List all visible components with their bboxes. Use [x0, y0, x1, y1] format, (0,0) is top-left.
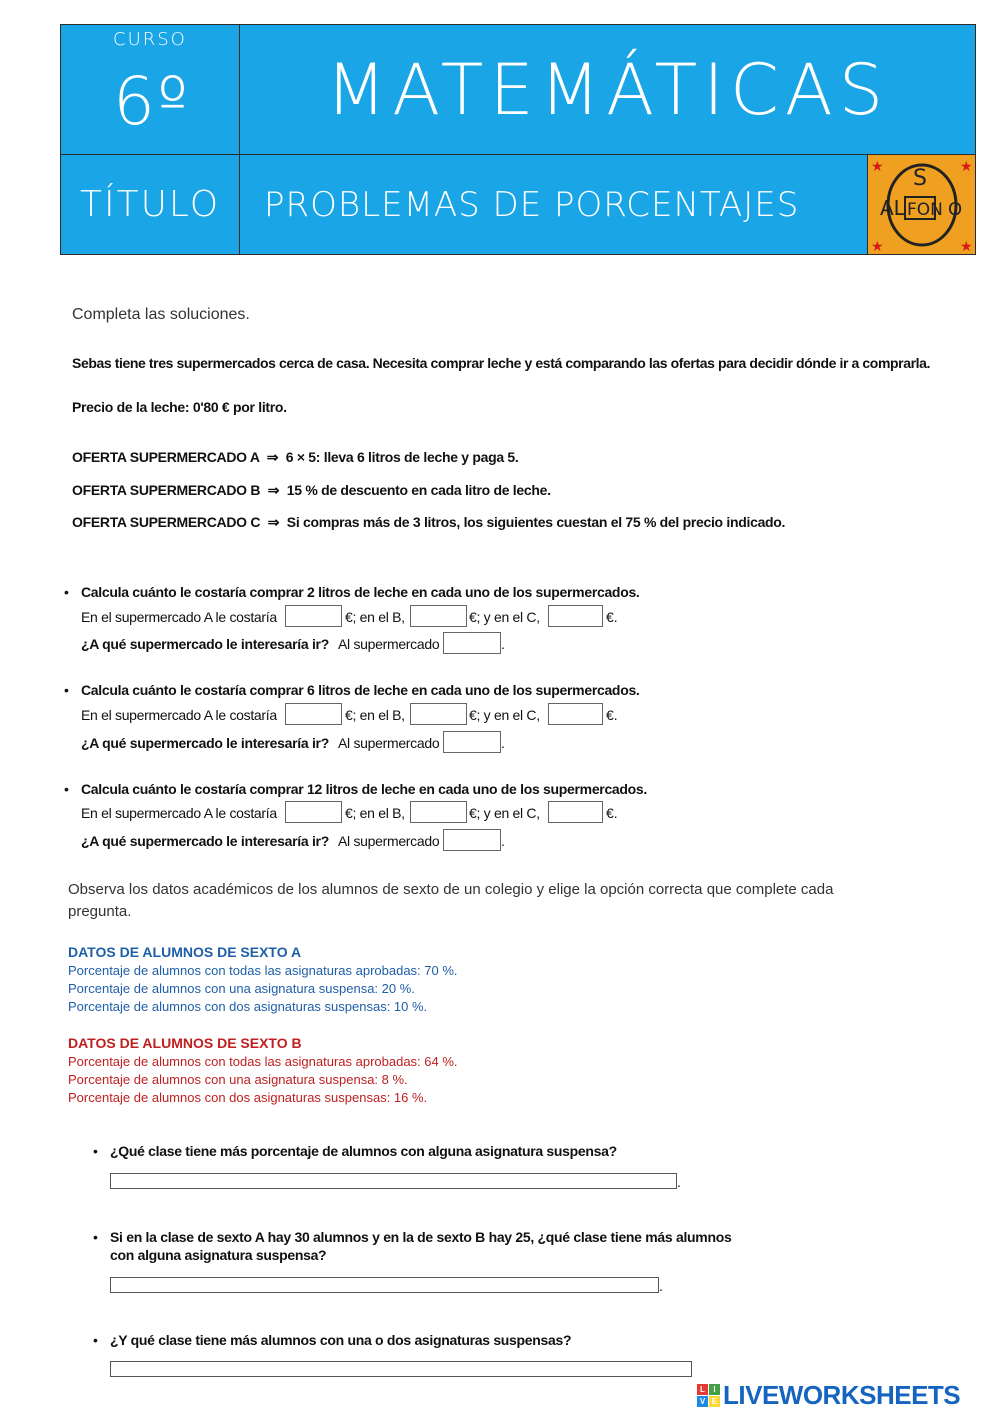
milk-q1-which-tail: Al supermercado [338, 636, 440, 652]
group-a-title: DATOS DE ALUMNOS DE SEXTO A [68, 944, 302, 960]
milk-q3-a-text: En el supermercado A le costaría [81, 805, 277, 821]
class-q2-answer[interactable] [110, 1277, 659, 1293]
milk-q2-a-text: En el supermercado A le costaría [81, 707, 277, 723]
svg-text:S: S [913, 166, 927, 191]
liveworksheets-icon: L I V E [697, 1384, 720, 1407]
curso-label: CURSO [113, 29, 187, 50]
offer-b-text: 15 % de descuento en cada litro de leche. [286, 482, 551, 498]
group-a-line-3: Porcentaje de alumnos con dos asignaturas suspensas: 10 %. [68, 999, 428, 1014]
section2-instruction-1: Observa los datos académicos de los alumnos de sexto de un colegio y elige la opción correcta que complete cada [68, 881, 834, 898]
school-logo [868, 155, 975, 254]
curso-value: 6º [113, 63, 191, 140]
milk-q2-which-tail: Al supermercado [338, 735, 440, 751]
titulo-label: TÍTULO [79, 184, 221, 225]
milk-q1-a-text: En el supermercado A le costaría [81, 609, 277, 625]
milk-q3-c-text: €; y en el C, [469, 805, 540, 821]
milk-q3-end: €. [606, 805, 618, 821]
offer-a-text: 6 × 5: lleva 6 litros de leche y paga 5. [285, 449, 519, 465]
section2-instruction-2: pregunta. [68, 903, 132, 920]
svg-text:★: ★ [960, 158, 973, 174]
milk-q2-answer-b[interactable] [410, 703, 467, 725]
svg-text:★: ★ [960, 238, 973, 254]
milk-q1-answer-c[interactable] [548, 605, 603, 627]
bullet-icon: • [64, 584, 69, 600]
bullet-icon: • [64, 781, 69, 797]
milk-q1-answer-b[interactable] [410, 605, 467, 627]
milk-q3-b-text: €; en el B, [345, 805, 405, 821]
milk-q3-answer-b[interactable] [410, 801, 467, 823]
bullet-icon: • [64, 682, 69, 698]
svg-text:O: O [948, 199, 963, 220]
milk-q3-dot: . [501, 833, 505, 849]
milk-q2-b-text: €; en el B, [345, 707, 405, 723]
group-b-line-3: Porcentaje de alumnos con dos asignaturas suspensas: 16 %. [68, 1090, 428, 1105]
offer-c-text: Si compras más de 3 litros, los siguientes cuestan el 75 % del precio indicado. [286, 514, 786, 530]
subject-cell [239, 24, 976, 155]
class-question-3: ¿Y qué clase tiene más alumnos con una o dos asignaturas suspensas? [110, 1332, 572, 1348]
group-b-line-2: Porcentaje de alumnos con una asignatura suspensa: 8 %. [68, 1072, 408, 1087]
class-q3-answer[interactable] [110, 1361, 692, 1377]
milk-q2-end: €. [606, 707, 618, 723]
offer-b [72, 482, 551, 499]
svg-text:AL: AL [880, 196, 905, 220]
milk-q3-which-tail: Al supermercado [338, 833, 440, 849]
price-text: Precio de la leche: 0'80 € por litro. [72, 399, 287, 415]
group-b-line-1: Porcentaje de alumnos con todas las asignaturas aprobadas: 64 %. [68, 1054, 458, 1069]
milk-q3-answer-market[interactable] [443, 829, 501, 851]
liveworksheets-text: LIVEWORKSHEETS [723, 1380, 961, 1410]
liveworksheets-logo [697, 1380, 960, 1411]
offer-a-label: OFERTA SUPERMERCADO A [72, 449, 260, 465]
bullet-icon: • [93, 1143, 98, 1159]
milk-q2-answer-market[interactable] [443, 731, 501, 753]
milk-q2-c-text: €; y en el C, [469, 707, 540, 723]
title-cell [239, 154, 868, 255]
group-b-title: DATOS DE ALUMNOS DE SEXTO B [68, 1035, 302, 1051]
class-question-2-line1: Si en la clase de sexto A hay 30 alumnos y en la de sexto B hay 25, ¿qué clase tiene más alumnos [110, 1229, 732, 1245]
milk-q3-answer-c[interactable] [548, 801, 603, 823]
milk-q1-answer-market[interactable] [443, 632, 501, 654]
offer-a [72, 449, 518, 466]
svg-text:FON: FON [907, 200, 943, 220]
offer-c [72, 514, 785, 531]
group-a-line-1: Porcentaje de alumnos con todas las asignaturas aprobadas: 70 %. [68, 963, 458, 978]
milk-q1-answer-a[interactable] [285, 605, 342, 627]
arrow-icon: ⇒ [266, 449, 279, 465]
problem-statement: Sebas tiene tres supermercados cerca de casa. Necesita comprar leche y está comparando las ofertas para decidir dónde ir a comprarla. [72, 355, 930, 371]
group-a-line-2: Porcentaje de alumnos con una asignatura suspensa: 20 %. [68, 981, 415, 996]
class-q1-dot: . [677, 1174, 681, 1190]
milk-q1-end: €. [606, 609, 618, 625]
svg-text:★: ★ [871, 158, 884, 174]
bullet-icon: • [93, 1229, 98, 1245]
milk-question-2: Calcula cuánto le costaría comprar 6 litros de leche en cada uno de los supermercados. [81, 682, 640, 698]
class-question-1: ¿Qué clase tiene más porcentaje de alumnos con alguna asignatura suspensa? [110, 1143, 617, 1159]
milk-q1-dot: . [501, 636, 505, 652]
worksheet-title: PROBLEMAS DE PORCENTAJES [264, 185, 800, 225]
milk-q1-which: ¿A qué supermercado le interesaría ir? [81, 636, 329, 652]
arrow-icon: ⇒ [267, 482, 280, 498]
subject-title: MATEMÁTICAS [325, 48, 890, 131]
class-question-2-line2: con alguna asignatura suspensa? [110, 1247, 327, 1263]
bullet-icon: • [93, 1332, 98, 1348]
milk-q3-answer-a[interactable] [285, 801, 342, 823]
milk-question-3: Calcula cuánto le costaría comprar 12 litros de leche en cada uno de los supermercados. [81, 781, 648, 797]
milk-q1-b-text: €; en el B, [345, 609, 405, 625]
milk-q2-answer-c[interactable] [548, 703, 603, 725]
offer-b-label: OFERTA SUPERMERCADO B [72, 482, 261, 498]
milk-q2-answer-a[interactable] [285, 703, 342, 725]
svg-text:★: ★ [871, 238, 884, 254]
milk-q2-which: ¿A qué supermercado le interesaría ir? [81, 735, 329, 751]
milk-q1-c-text: €; y en el C, [469, 609, 540, 625]
class-q1-answer[interactable] [110, 1173, 677, 1189]
class-q2-dot: . [659, 1278, 663, 1294]
milk-q2-dot: . [501, 735, 505, 751]
offer-c-label: OFERTA SUPERMERCADO C [72, 514, 261, 530]
titulo-cell [60, 154, 240, 255]
instruction-text: Completa las soluciones. [72, 306, 250, 323]
milk-q3-which: ¿A qué supermercado le interesaría ir? [81, 833, 329, 849]
logo-cell [867, 154, 976, 255]
curso-cell [60, 24, 240, 155]
milk-question-1: Calcula cuánto le costaría comprar 2 litros de leche en cada uno de los supermercados. [81, 584, 640, 600]
arrow-icon: ⇒ [267, 514, 280, 530]
